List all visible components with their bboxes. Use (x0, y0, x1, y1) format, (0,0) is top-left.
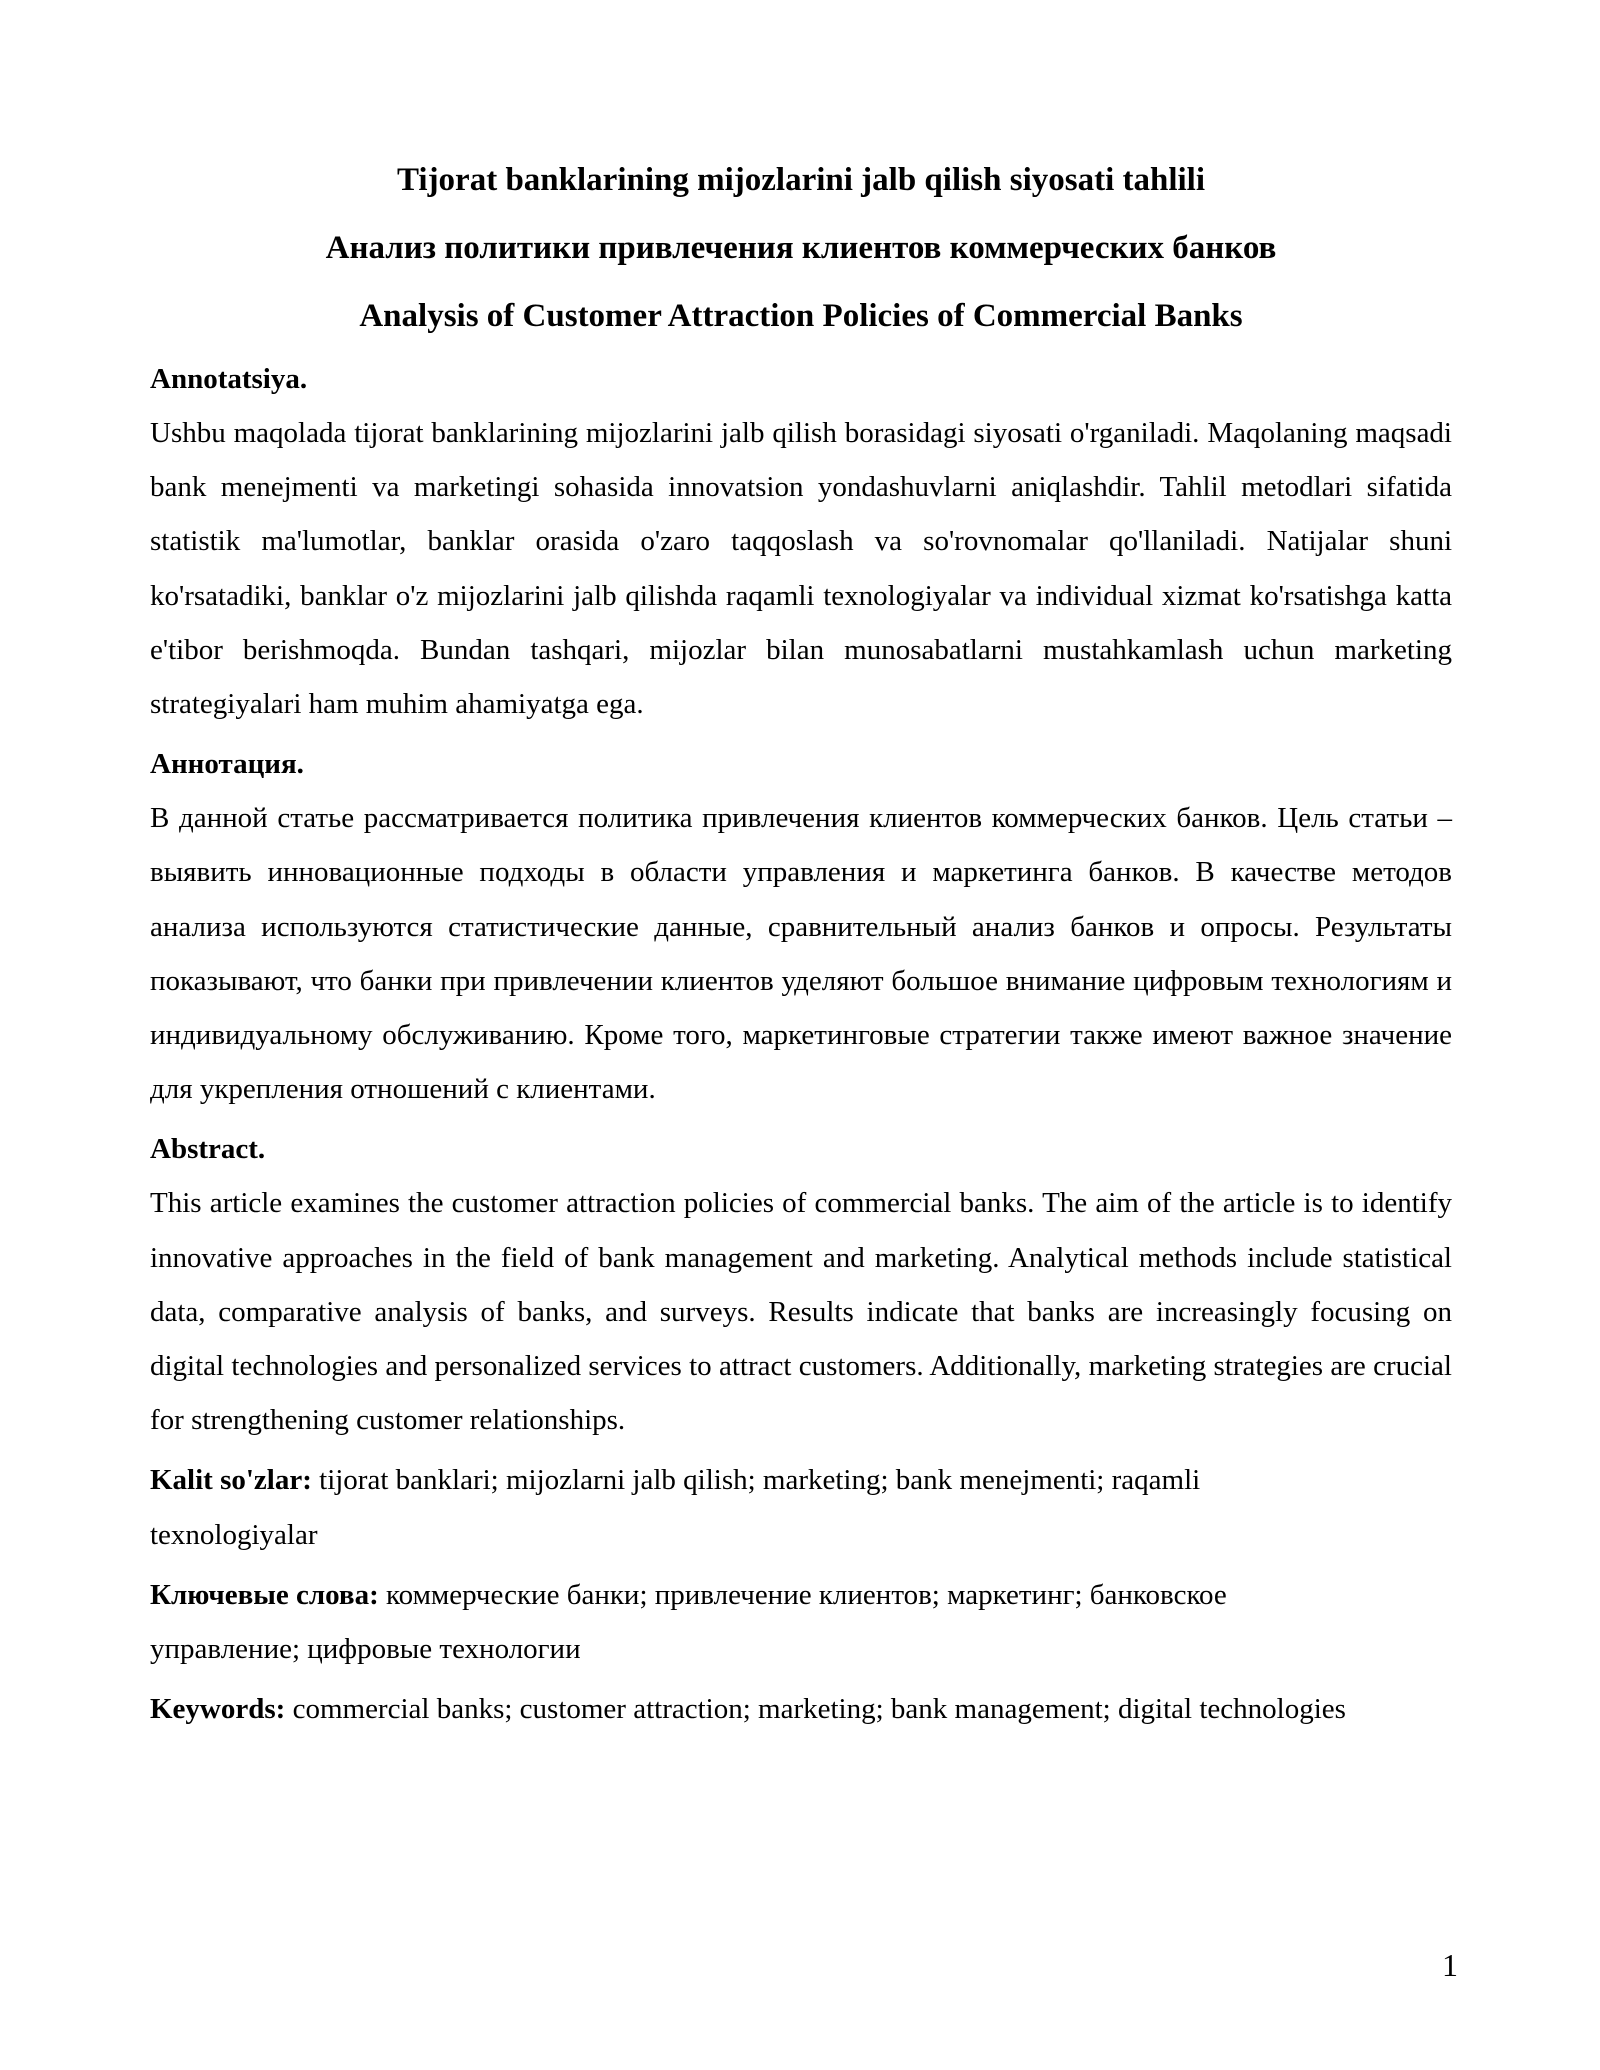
keywords-ru (150, 1568, 1350, 1676)
title-uzbek: Tijorat banklarining mijozlarini jalb qilish siyosati tahlili (396, 162, 1206, 198)
keywords-en-label: Keywords: (150, 1693, 286, 1726)
abstract-en-heading: Abstract. (150, 1133, 266, 1166)
keywords-ru-text: коммерческие банки; привлечение клиентов; маркетинг; банковское управление; цифровые технологии (150, 1578, 1227, 1666)
abstract-uz-text: Ushbu maqolada tijorat banklarining mijozlarini jalb qilish borasidagi siyosati o'rganiladi. Maqolaning maqsadi bank menejmenti va marketingi sohasida innovatsion yondashuvlarni aniqlashdir. Tahlil metodlari sifatida statistik ma'lumotlar, banklar orasida o'zaro taqqoslash va so'rovnomalar qo'llaniladi. Natijalar shuni ko'rsatadiki, banklar o'z mijozlarini jalb qilishda raqamli texnologiyalar va individual xizmat ko'rsatishga katta e'tibor berishmoqda. Bundan tashqari, mijozlar bilan munosabatlarni mustahkamlash uchun marketing strategiyalari ham muhim ahamiyatga ega. (150, 417, 1452, 721)
abstract-en-text: This article examines the customer attraction policies of commercial banks. The aim of the article is to identify innovative approaches in the field of bank management and marketing. Analytical methods include statistical data, comparative analysis of banks, and surveys. Results indicate that banks are increasingly focusing on digital technologies and personalized services to attract customers. Additionally, marketing strategies are crucial for strengthening customer relationships. (150, 1187, 1452, 1437)
abstract-ru-text: В данной статье рассматривается политика привлечения клиентов коммерческих банков. Цель статьи – выявить инновационные подходы в области управления и маркетинга банков. В качестве методов анализа используются статистические данные, сравнительный анализ банков и опросы. Результаты показывают, что банки при привлечении клиентов уделяют большое внимание цифровым технологиям и индивидуальному обслуживанию. Кроме того, маркетинговые стратегии также имеют важное значение для укрепления отношений с клиентами. (150, 802, 1452, 1106)
abstract-ru-heading: Аннотация. (150, 748, 304, 781)
keywords-uz-text: tijorat banklari; mijozlarni jalb qilish; marketing; bank menejmenti; raqamli texnologiyalar (150, 1464, 1201, 1551)
keywords-ru-label: Ключевые слова: (150, 1578, 379, 1611)
keywords-en (150, 1682, 1452, 1736)
keywords-uz (150, 1453, 1310, 1561)
abstract-uz-heading: Annotatsiya. (150, 363, 308, 395)
title-russian: Анализ политики привлечения клиентов коммерческих банков (325, 230, 1277, 266)
page-content (150, 146, 1452, 1742)
keywords-en-text: commercial banks; customer attraction; marketing; bank management; digital technologies (285, 1693, 1346, 1726)
keywords-uz-label: Kalit so'zlar: (150, 1464, 312, 1497)
page-number: 1 (1442, 1947, 1458, 1983)
title-english: Analysis of Customer Attraction Policies of Commercial Banks (359, 298, 1243, 334)
